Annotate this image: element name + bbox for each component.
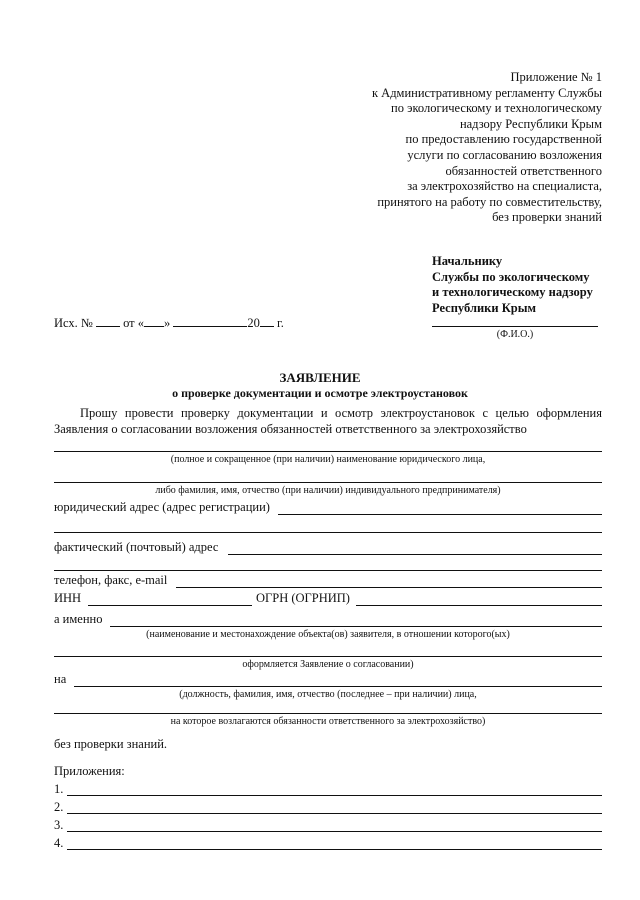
person-field-2[interactable] xyxy=(54,713,602,714)
addressee-line: Республики Крым xyxy=(432,300,536,315)
actual-address-field[interactable] xyxy=(228,554,602,555)
document-title: ЗАЯВЛЕНИЕ xyxy=(279,370,361,385)
outgoing-month-field[interactable] xyxy=(173,315,247,327)
appendix-line: за электрохозяйство на специалиста, xyxy=(407,179,602,194)
namely-label: а именно xyxy=(54,612,103,626)
legal-name-field[interactable] xyxy=(54,451,602,452)
document-subtitle: о проверке документации и осмотре электроустановок xyxy=(172,386,468,400)
appendix-line: услуги по согласованию возложения xyxy=(407,147,602,162)
actual-address-field-2[interactable] xyxy=(54,570,602,571)
addressee-line: Службы по экологическому xyxy=(432,269,590,284)
quote-close: » xyxy=(164,316,171,330)
appendix-line: по предоставлению государственной xyxy=(405,132,602,147)
appendix-line: принятого на работу по совместительству, xyxy=(377,194,602,209)
outgoing-from-label: от xyxy=(123,316,135,330)
appendix-line: Приложение № 1 xyxy=(510,70,602,84)
addressee-line: Начальнику xyxy=(432,254,503,268)
attachments-label: Приложения: xyxy=(54,764,125,778)
attachment-number: 1. xyxy=(54,782,64,796)
quote-open: « xyxy=(137,316,145,330)
attachment-field-1[interactable] xyxy=(67,795,602,796)
object-caption-2: оформляется Заявление о согласовании) xyxy=(242,659,414,670)
object-field[interactable] xyxy=(110,626,602,627)
attachment-field-4[interactable] xyxy=(67,849,602,850)
appendix-line: по экологическому и технологическому xyxy=(391,101,602,116)
legal-address-field-2[interactable] xyxy=(54,532,602,533)
actual-address-label: фактический (почтовый) адрес xyxy=(54,540,219,554)
no-check-text: без проверки знаний. xyxy=(54,737,168,751)
attachment-field-2[interactable] xyxy=(67,813,602,814)
on-label: на xyxy=(54,672,67,686)
addressee-block xyxy=(432,254,593,316)
attachment-number: 2. xyxy=(54,800,64,814)
legal-name-caption: (полное и сокращенное (при наличии) наименование юридического лица, xyxy=(170,454,486,465)
appendix-line: надзору Республики Крым xyxy=(459,116,602,131)
legal-address-label: юридический адрес (адрес регистрации) xyxy=(54,500,270,514)
legal-address-field[interactable] xyxy=(278,514,602,515)
person-caption: (должность, фамилия, имя, отчество (последнее – при наличии) лица, xyxy=(179,689,477,700)
appendix-header xyxy=(372,70,602,226)
outgoing-day-field[interactable] xyxy=(144,315,164,327)
fio-caption: (Ф.И.О.) xyxy=(496,329,534,340)
outgoing-number-label: Исх. № xyxy=(54,316,93,330)
inn-field[interactable] xyxy=(88,605,252,606)
appendix-line: без проверки знаний xyxy=(492,210,602,225)
phone-field[interactable] xyxy=(176,587,602,588)
object-field-2[interactable] xyxy=(54,656,602,657)
ip-name-field[interactable] xyxy=(54,482,602,483)
person-caption-2: на которое возлагаются обязанности ответственного за электрохозяйство) xyxy=(170,716,486,727)
fio-field[interactable] xyxy=(432,326,598,327)
ip-name-caption: либо фамилия, имя, отчество (при наличии) индивидуального предпринимателя) xyxy=(155,485,501,496)
inn-label: ИНН xyxy=(54,591,82,605)
request-paragraph xyxy=(54,406,602,437)
ogrn-field[interactable] xyxy=(356,605,602,606)
outgoing-number-line xyxy=(54,315,284,331)
outgoing-number-field[interactable] xyxy=(96,315,120,327)
paragraph-line: Заявления о согласовании возложения обязанностей ответственного за электрохозяйство xyxy=(54,421,527,436)
ogrn-label: ОГРН (ОГРНИП) xyxy=(256,591,350,605)
appendix-line: к Административному регламенту Службы xyxy=(371,85,602,100)
attachment-number: 4. xyxy=(54,836,64,850)
paragraph-line: Прошу провести проверку документации и осмотр электроустановок с целью оформления xyxy=(80,406,602,420)
appendix-line: обязанностей ответственного xyxy=(445,163,602,178)
addressee-line: и технологическому надзору xyxy=(432,285,593,300)
person-field[interactable] xyxy=(74,686,602,687)
attachment-number: 3. xyxy=(54,818,64,832)
outgoing-year-field[interactable] xyxy=(260,315,274,327)
object-caption: (наименование и местонахождение объекта(ов) заявителя, в отношении которого(ых) xyxy=(146,629,510,640)
attachment-field-3[interactable] xyxy=(67,831,602,832)
phone-label: телефон, факс, e-mail xyxy=(54,573,168,587)
year-suffix: г. xyxy=(277,316,284,330)
year-prefix: 20 xyxy=(247,316,260,330)
